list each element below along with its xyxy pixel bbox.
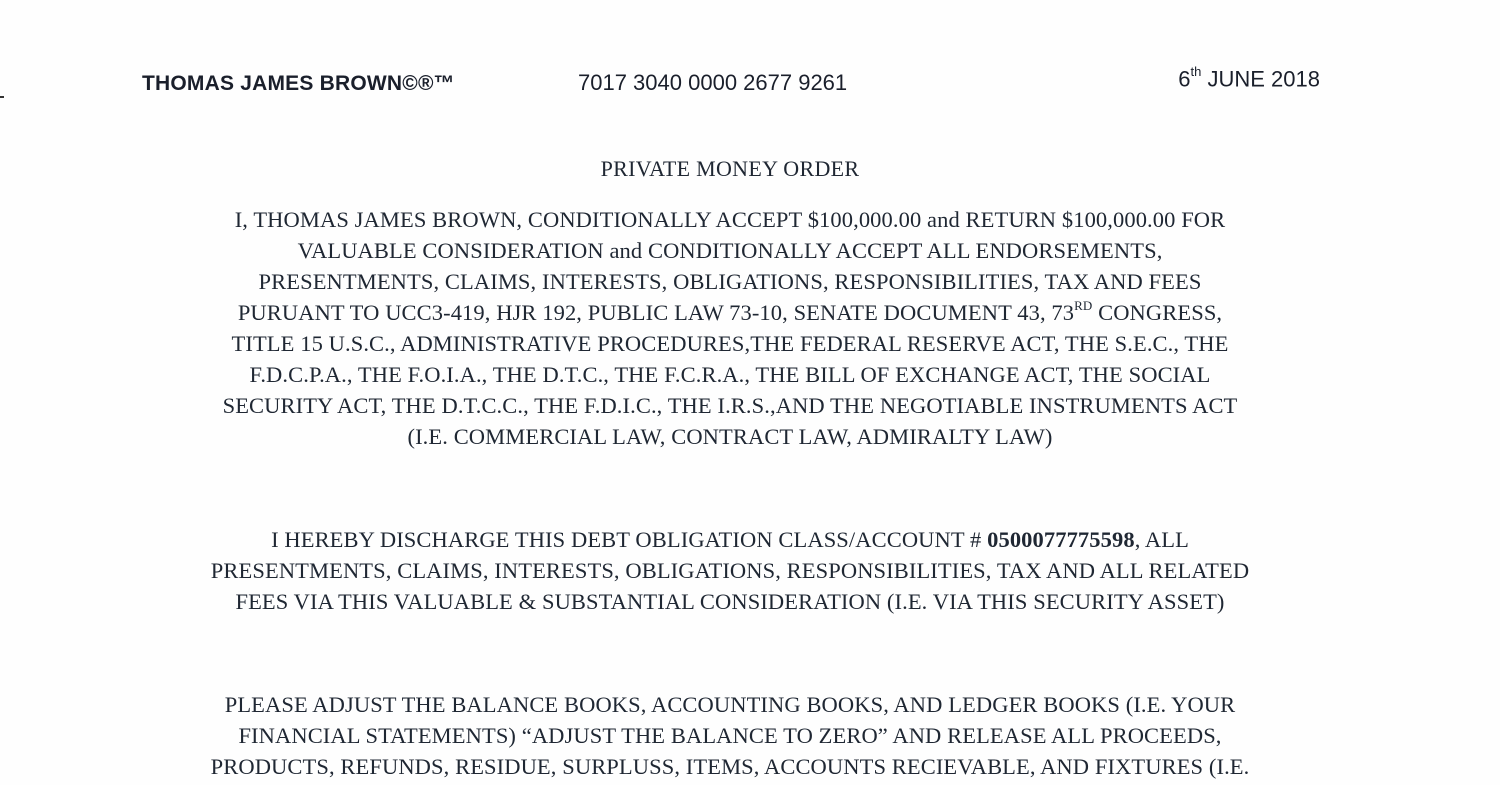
scan-artifact-mark bbox=[0, 96, 4, 98]
paragraph-line: PRESENTMENTS, CLAIMS, INTERESTS, OBLIGATIONS, RESPONSIBILITIES, TAX AND FEES bbox=[258, 269, 1202, 294]
line-text: I HEREBY DISCHARGE THIS DEBT OBLIGATION CLASS/ACCOUNT # bbox=[271, 527, 988, 552]
acceptance-paragraph bbox=[0, 204, 1460, 452]
line-text: PURUANT TO UCC3-419, HJR 192, PUBLIC LAW 73-10, SENATE DOCUMENT 43, 73 bbox=[237, 300, 1075, 325]
paragraph-line: VALUABLE CONSIDERATION and CONDITIONALLY ACCEPT ALL ENDORSEMENTS, bbox=[297, 238, 1163, 263]
paragraph-line: I, THOMAS JAMES BROWN, CONDITIONALLY ACCEPT $100,000.00 and RETURN $100,000.00 FOR bbox=[234, 207, 1226, 232]
discharge-paragraph bbox=[0, 524, 1460, 617]
line-text: CONGRESS, bbox=[1092, 300, 1223, 325]
paragraph-line: F.D.C.P.A., THE F.O.I.A., THE D.T.C., THE F.C.R.A., THE BILL OF EXCHANGE ACT, THE SOCIAL bbox=[249, 362, 1211, 387]
date-month-year: JUNE 2018 bbox=[1201, 66, 1320, 92]
paragraph-line: FEES VIA THIS VALUABLE & SUBSTANTIAL CONSIDERATION (I.E. VIA THIS SECURITY ASSET) bbox=[235, 589, 1225, 614]
paragraph-line: TITLE 15 U.S.C., ADMINISTRATIVE PROCEDURES,THE FEDERAL RESERVE ACT, THE S.E.C., THE bbox=[231, 331, 1229, 356]
paragraph-line: PLEASE ADJUST THE BALANCE BOOKS, ACCOUNTING BOOKS, AND LEDGER BOOKS (I.E. YOUR bbox=[224, 692, 1236, 717]
line-text: , ALL bbox=[1134, 527, 1189, 552]
date-day: 6 bbox=[1178, 66, 1191, 92]
paragraph-line: PRODUCTS, REFUNDS, RESIDUE, SURPLUSS, ITEMS, ACCOUNTS RECIEVABLE, AND FIXTURES (I.E. bbox=[210, 754, 1250, 779]
document-title: PRIVATE MONEY ORDER bbox=[600, 156, 860, 181]
adjustment-paragraph bbox=[0, 689, 1460, 782]
paragraph-line bbox=[0, 524, 1460, 555]
paragraph-line: PRESENTMENTS, CLAIMS, INTERESTS, OBLIGATIONS, RESPONSIBILITIES, TAX AND ALL RELATED bbox=[210, 558, 1250, 583]
date-suffix: th bbox=[1190, 64, 1202, 79]
paragraph-line: (I.E. COMMERCIAL LAW, CONTRACT LAW, ADMIRALTY LAW) bbox=[407, 424, 1053, 449]
tracking-number: 7017 3040 0000 2677 9261 bbox=[578, 70, 848, 95]
paragraph-line: FINANCIAL STATEMENTS) “ADJUST THE BALANCE TO ZERO” AND RELEASE ALL PROCEEDS, bbox=[238, 723, 1222, 748]
paragraph-line bbox=[0, 297, 1460, 328]
document-date bbox=[1178, 66, 1320, 92]
account-number: 0500077775598 bbox=[987, 527, 1135, 552]
paragraph-line: SECURITY ACT, THE D.T.C.C., THE F.D.I.C., THE I.R.S.,AND THE NEGOTIABLE INSTRUMENTS ACT bbox=[222, 393, 1238, 418]
ordinal-suffix: RD bbox=[1074, 297, 1093, 313]
sender-name: THOMAS JAMES BROWN©®™ bbox=[142, 72, 455, 95]
